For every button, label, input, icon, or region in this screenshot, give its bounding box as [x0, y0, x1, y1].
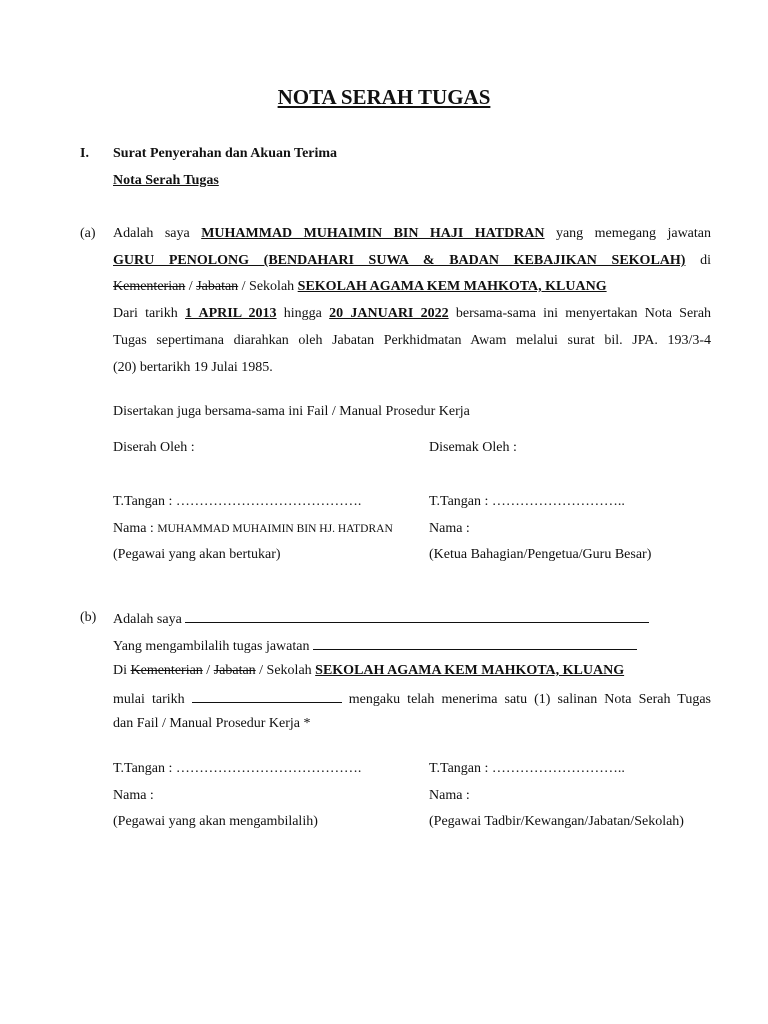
- slash: /: [188, 279, 193, 294]
- part-a-line-4: [113, 306, 711, 322]
- reviewed-by-heading: Disemak Oleh :: [429, 440, 517, 455]
- position-title: GURU PENOLONG (BENDAHARI SUWA & BADAN KEBAJIKAN SEKOLAH): [113, 253, 686, 268]
- jabatan-struck: Jabatan: [196, 279, 239, 294]
- name-line: [113, 521, 393, 537]
- kementerian-struck: Kementerian: [113, 279, 186, 294]
- role-caption: (Pegawai Tadbir/Kewangan/Jabatan/Sekolah): [429, 814, 684, 829]
- section-number: I.: [80, 146, 89, 161]
- part-b-line-2: [113, 637, 637, 655]
- section-heading: Surat Penyerahan dan Akuan Terima: [113, 146, 338, 161]
- signature-line: T.Tangan : ………………………..: [429, 761, 625, 776]
- blank-field: [192, 690, 342, 703]
- name-value: MUHAMMAD MUHAIMIN BIN HJ. HATDRAN: [157, 523, 393, 535]
- part-a-line-3: [113, 279, 607, 295]
- part-b-line-1-text: Adalah saya: [113, 612, 182, 627]
- name-label: Nama :: [429, 521, 470, 536]
- name-label: Nama :: [113, 788, 154, 803]
- part-b-line-1: [113, 610, 649, 628]
- school-name: SEKOLAH AGAMA KEM MAHKOTA, KLUANG: [315, 663, 625, 678]
- date-suffix: bersama-sama ini menyertakan Nota Serah: [455, 306, 712, 321]
- handover-officer-name: MUHAMMAD MUHAIMIN BIN HAJI HATDRAN: [201, 226, 545, 241]
- start-date-suffix: mengaku telah menerima satu (1) salinan Nota Serah Tugas: [348, 692, 711, 707]
- part-b-line-5: dan Fail / Manual Prosedur Kerja *: [113, 716, 311, 731]
- signature-line: T.Tangan : ………………………..: [429, 494, 625, 509]
- date-until-label: hingga: [283, 306, 322, 321]
- section-subheading: Nota Serah Tugas: [113, 173, 219, 188]
- date-from: 1 APRIL 2013: [185, 306, 277, 321]
- part-a-line-1-prefix: Adalah saya: [113, 226, 190, 241]
- date-to: 20 JANUARI 2022: [329, 306, 449, 321]
- di-label: Di: [113, 663, 127, 678]
- document-title: NOTA SERAH TUGAS: [277, 85, 491, 109]
- role-caption: (Pegawai yang akan mengambilalih): [113, 814, 318, 829]
- kementerian-struck: Kementerian: [130, 663, 203, 678]
- role-caption: (Ketua Bahagian/Pengetua/Guru Besar): [429, 547, 652, 562]
- sekolah-label: / Sekolah: [259, 663, 312, 678]
- attached-note: Disertakan juga bersama-sama ini Fail / Manual Prosedur Kerja: [113, 404, 470, 419]
- part-b-line-2-text: Yang mengambilalih tugas jawatan: [113, 639, 310, 654]
- blank-field: [313, 637, 637, 650]
- signature-line: T.Tangan : ………………………………….: [113, 761, 362, 776]
- slash: /: [206, 663, 211, 678]
- role-caption: (Pegawai yang akan bertukar): [113, 547, 281, 562]
- date-from-prefix: Dari tarikh: [113, 306, 178, 321]
- part-a-line-1-suffix: yang memegang jawatan: [555, 226, 712, 241]
- name-label: Nama :: [113, 521, 154, 536]
- part-a-line-5: Tugas sepertimana diarahkan oleh Jabatan Perkhidmatan Awam melalui surat bil. JPA. 193/3-4: [113, 333, 711, 348]
- jabatan-struck: Jabatan: [213, 663, 256, 678]
- signature-line: T.Tangan : ………………………………….: [113, 494, 362, 509]
- part-a-line-1: [113, 226, 711, 242]
- sekolah-label: / Sekolah: [241, 279, 295, 294]
- part-b-line-4: [113, 690, 711, 708]
- handed-over-by-heading: Diserah Oleh :: [113, 440, 195, 455]
- part-b-label: (b): [80, 610, 97, 625]
- part-b-line-3: [113, 663, 624, 679]
- name-label: Nama :: [429, 788, 470, 803]
- part-a-label: (a): [80, 226, 96, 241]
- start-date-prefix: mulai tarikh: [113, 692, 185, 707]
- part-a-line-6: (20) bertarikh 19 Julai 1985.: [113, 360, 273, 375]
- blank-field: [185, 610, 649, 623]
- position-suffix: di: [700, 253, 712, 268]
- part-a-line-2: [113, 253, 711, 269]
- school-name: SEKOLAH AGAMA KEM MAHKOTA, KLUANG: [297, 279, 607, 294]
